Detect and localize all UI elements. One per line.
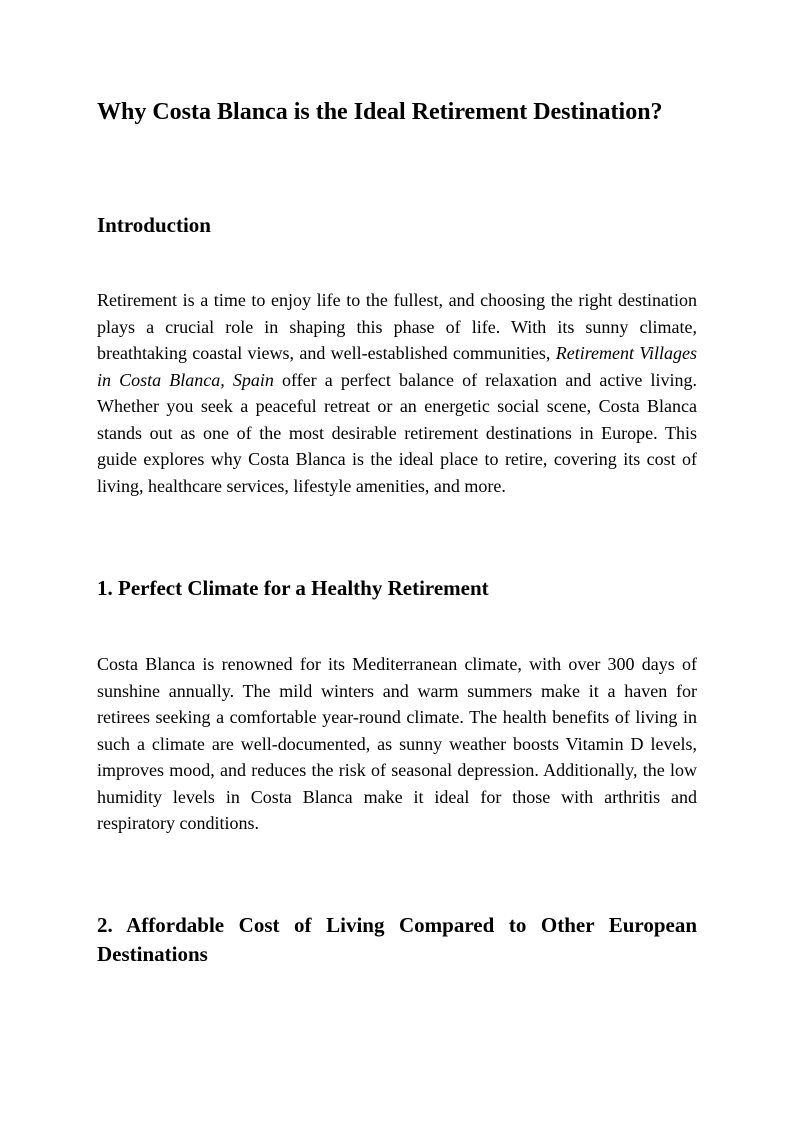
intro-text-after: offer a perfect balance of relaxation and active living. Whether you seek a peaceful retreat or an energetic social scene, Costa Blanca stands out as one of the most desirable retirement destinations in Europe. This guide explores why Costa Blanca is the ideal place to retire, covering its cost of living, healthcare services, lifestyle amenities, and more. <box>97 369 697 496</box>
paragraph-climate: Costa Blanca is renowned for its Mediterranean climate, with over 300 days of sunshine annually. The mild winters and warm summers make it a haven for retirees seeking a comfortable year-round climate. The health benefits of living in such a climate are well-documented, as sunny weather boosts Vitamin D levels, improves mood, and reduces the risk of seasonal depression. Additionally, the low humidity levels in Costa Blanca make it ideal for those with arthritis and respiratory conditions. <box>97 654 697 833</box>
section-heading-introduction: Introduction <box>97 213 211 237</box>
section-heading-cost-of-living: 2. Affordable Cost of Living Compared to Other European Destinations <box>97 913 697 966</box>
intro-text-before: Retirement is a time to enjoy life to the fullest, and choosing the right destination plays a crucial role in shaping this phase of life. With its sunny climate, breathtaking coastal views, and well-established communities, <box>97 290 697 363</box>
page-title: Why Costa Blanca is the Ideal Retirement Destination? <box>97 99 663 125</box>
section-heading-climate: 1. Perfect Climate for a Healthy Retirement <box>97 576 489 600</box>
retirement-villages-link[interactable]: Retirement Villages in Costa Blanca, Spain <box>97 343 697 390</box>
paragraph-introduction <box>97 287 697 499</box>
